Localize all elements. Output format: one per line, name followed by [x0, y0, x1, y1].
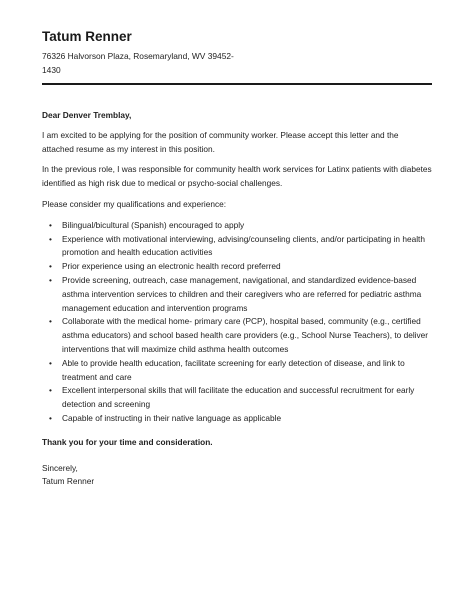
list-item-text: Collaborate with the medical home- primary care (PCP), hospital based, community (e.g., certified asthma educators) and school based health care providers (e.g., School Nurse Teachers), to deliver interventions that will maximize child asthma health outcomes	[62, 316, 429, 354]
list-item	[49, 412, 432, 426]
list-item	[49, 384, 432, 412]
list-item-text: Experience with motivational interviewing, advising/counseling clients, and/or participating in health promotion and health education activities	[62, 233, 425, 258]
bullet-icon: •	[49, 385, 52, 396]
bullet-icon: •	[49, 261, 52, 272]
list-item	[49, 315, 432, 356]
qualifications-list	[42, 219, 432, 426]
bullet-icon: •	[49, 274, 52, 285]
list-item-text: Bilingual/bicultural (Spanish) encouraged to apply	[62, 219, 245, 230]
signoff: Sincerely,	[42, 462, 78, 473]
bullet-icon: •	[49, 412, 52, 423]
bullet-icon: •	[49, 316, 52, 327]
signature-name: Tatum Renner	[42, 476, 95, 487]
bullet-icon: •	[49, 219, 52, 230]
list-item-text: Excellent interpersonal skills that will facilitate the education and successful recruitment for early detection and screening	[62, 385, 415, 410]
previous-role-paragraph: In the previous role, I was responsible for community health work services for Latinx patients with diabetes identified as high risk due to medical or psycho-social challenges.	[42, 164, 432, 189]
intro-paragraph: I am excited to be applying for the position of community worker. Please accept this letter and the attached resume as my interest in this position.	[42, 129, 399, 154]
closing-line: Thank you for your time and consideration.	[42, 436, 213, 447]
list-item-text: Prior experience using an electronic health record preferred	[62, 261, 281, 272]
qualifications-intro: Please consider my qualifications and experience:	[42, 198, 227, 209]
applicant-address: 76326 Halvorson Plaza, Rosemaryland, WV 39452-1430	[42, 51, 234, 75]
salutation: Dear Denver Tremblay,	[42, 110, 132, 120]
list-item	[49, 219, 432, 233]
list-item	[49, 260, 432, 274]
list-item-text: Capable of instructing in their native language as applicable	[62, 412, 282, 423]
bullet-icon: •	[49, 233, 52, 244]
list-item-text: Able to provide health education, facilitate screening for early detection of disease, and link to treatment and care	[62, 357, 405, 382]
applicant-name: Tatum Renner	[42, 29, 132, 44]
header-divider	[42, 83, 432, 85]
list-item	[49, 233, 432, 261]
list-item	[49, 274, 432, 315]
bullet-icon: •	[49, 357, 52, 368]
list-item	[49, 357, 432, 385]
list-item-text: Provide screening, outreach, case management, navigational, and standardized evidence-based asthma intervention services to children and their caregivers who are referred for pediatric asthma management education and intervention programs	[62, 274, 422, 313]
letter-body	[42, 109, 432, 489]
